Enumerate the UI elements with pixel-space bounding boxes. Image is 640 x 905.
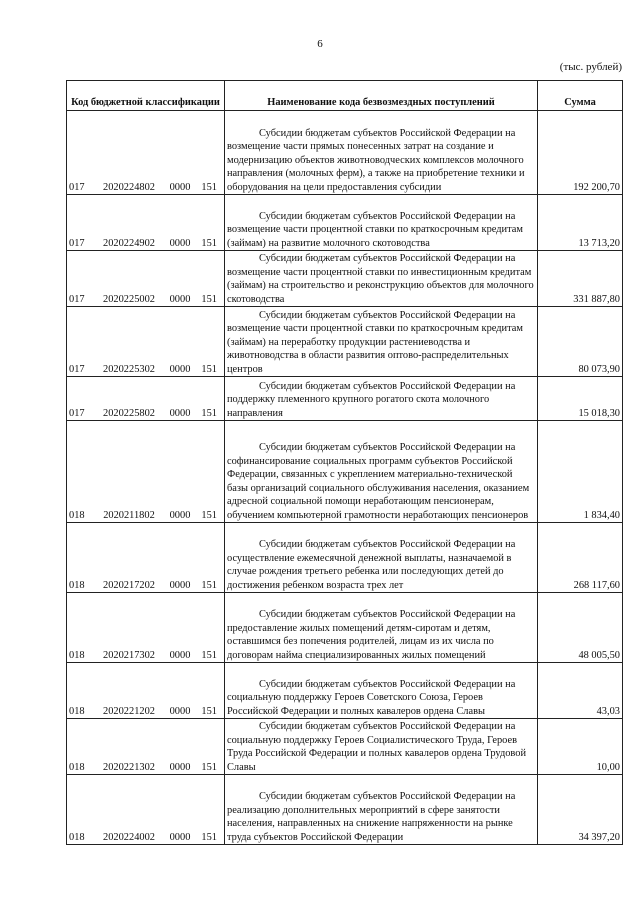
table-header-row <box>67 81 623 111</box>
table-row <box>67 251 623 307</box>
economic-code: 151 <box>201 363 217 375</box>
table-row <box>67 195 623 251</box>
program-code: 0000 <box>169 705 191 717</box>
admin-code: 017 <box>69 293 85 305</box>
main-code: 2020224002 <box>103 831 155 843</box>
revenue-name: Субсидии бюджетам субъектов Российской Федерации на предоставление жилых помещений детям-сиротам и детям, оставшимся без попечения родителей, лицам из их числа по договорам найма специализированных жилых помещений <box>227 609 516 661</box>
table-row <box>67 775 623 845</box>
program-code: 0000 <box>169 831 191 843</box>
admin-code: 018 <box>69 705 85 717</box>
code-cell <box>67 663 225 719</box>
name-cell <box>225 663 538 719</box>
table-row <box>67 421 623 523</box>
economic-code: 151 <box>201 293 217 305</box>
main-code: 2020217302 <box>103 649 155 661</box>
revenue-name: Субсидии бюджетам субъектов Российской Федерации на возмещение части процентной ставки по краткосрочным кредитам (займам) на развитие молочного скотоводства <box>227 210 523 249</box>
revenue-name: Субсидии бюджетам субъектов Российской Федерации на реализацию дополнительных мероприятий в сфере занятости населения, направленных на снижение напряженности на рынке труда субъектов Российской Федерации <box>227 791 516 843</box>
sum-cell: 43,03 <box>538 663 623 719</box>
table-row <box>67 523 623 593</box>
table-row <box>67 111 623 195</box>
code-cell <box>67 523 225 593</box>
units-label: (тыс. рублей) <box>559 61 622 73</box>
revenue-name: Субсидии бюджетам субъектов Российской Федерации на социальную поддержку Героев Советского Союза, Героев Российской Федерации и полных кавалеров ордена Славы <box>227 678 516 717</box>
admin-code: 017 <box>69 407 85 419</box>
admin-code: 018 <box>69 579 85 591</box>
name-cell <box>225 307 538 377</box>
sum-cell: 13 713,20 <box>538 195 623 251</box>
header-name: Наименование кода безвозмездных поступлений <box>225 81 538 111</box>
program-code: 0000 <box>169 509 191 521</box>
code-cell <box>67 593 225 663</box>
main-code: 2020211802 <box>103 509 155 521</box>
economic-code: 151 <box>201 407 217 419</box>
economic-code: 151 <box>201 705 217 717</box>
admin-code: 018 <box>69 509 85 521</box>
code-cell <box>67 377 225 421</box>
revenue-name: Субсидии бюджетам субъектов Российской Федерации на поддержку племенного крупного рогатого скота молочного направления <box>227 380 516 419</box>
name-cell <box>225 775 538 845</box>
name-cell <box>225 719 538 775</box>
code-cell <box>67 195 225 251</box>
sum-cell: 48 005,50 <box>538 593 623 663</box>
main-code: 2020225802 <box>103 407 155 419</box>
code-cell <box>67 421 225 523</box>
table-row <box>67 663 623 719</box>
admin-code: 017 <box>69 363 85 375</box>
program-code: 0000 <box>169 237 191 249</box>
name-cell <box>225 195 538 251</box>
economic-code: 151 <box>201 579 217 591</box>
sum-cell: 1 834,40 <box>538 421 623 523</box>
code-cell <box>67 775 225 845</box>
sum-cell: 34 397,20 <box>538 775 623 845</box>
admin-code: 018 <box>69 649 85 661</box>
name-cell <box>225 377 538 421</box>
sum-cell: 268 117,60 <box>538 523 623 593</box>
revenue-name: Субсидии бюджетам субъектов Российской Федерации на софинансирование социальных программ субъектов Российской Федерации, связанных с укреплением материально-технической базы организаций социального обслуживания населения, оказанием адресной социальной помощи неработающим пенсионерам, обучением компьютерной грамотности неработающих пенсионеров <box>227 442 530 521</box>
budget-table <box>66 80 623 845</box>
code-cell <box>67 719 225 775</box>
main-code: 2020217202 <box>103 579 155 591</box>
admin-code: 017 <box>69 181 85 193</box>
code-cell <box>67 111 225 195</box>
economic-code: 151 <box>201 237 217 249</box>
name-cell <box>225 421 538 523</box>
economic-code: 151 <box>201 509 217 521</box>
sum-cell: 80 073,90 <box>538 307 623 377</box>
table-row <box>67 719 623 775</box>
program-code: 0000 <box>169 363 191 375</box>
revenue-name: Субсидии бюджетам субъектов Российской Федерации на возмещение части прямых понесенных затрат на создание и модернизацию объектов животноводческих комплексов молочного направления (молочных ферм), а также на приобретение техники и оборудования на цели предоставления субсидии <box>227 127 525 193</box>
sum-cell: 331 887,80 <box>538 251 623 307</box>
name-cell <box>225 523 538 593</box>
economic-code: 151 <box>201 649 217 661</box>
table-row <box>67 377 623 421</box>
program-code: 0000 <box>169 181 191 193</box>
code-cell <box>67 251 225 307</box>
main-code: 2020221202 <box>103 705 155 717</box>
revenue-name: Субсидии бюджетам субъектов Российской Федерации на осуществление ежемесячной денежной выплаты, назначаемой в случае рождения третьего ребенка или последующих детей до достижения ребенком возраста трех лет <box>227 539 516 591</box>
program-code: 0000 <box>169 293 191 305</box>
main-code: 2020225002 <box>103 293 155 305</box>
program-code: 0000 <box>169 579 191 591</box>
main-code: 2020224902 <box>103 237 155 249</box>
name-cell <box>225 251 538 307</box>
revenue-name: Субсидии бюджетам субъектов Российской Федерации на возмещение части процентной ставки по краткосрочным кредитам (займам) на переработку продукции растениеводства и животноводства в области развития оптово-распределительных центров <box>227 309 523 375</box>
page-number: 6 <box>317 38 323 50</box>
name-cell <box>225 111 538 195</box>
main-code: 2020221302 <box>103 761 155 773</box>
revenue-name: Субсидии бюджетам субъектов Российской Федерации на возмещение части процентной ставки по инвестиционным кредитам (займам) на строительство и реконструкцию объектов для молочного скотоводства <box>227 253 534 305</box>
main-code: 2020225302 <box>103 363 155 375</box>
sum-cell: 10,00 <box>538 719 623 775</box>
code-cell <box>67 307 225 377</box>
table-row <box>67 593 623 663</box>
table-row <box>67 307 623 377</box>
admin-code: 017 <box>69 237 85 249</box>
revenue-name: Субсидии бюджетам субъектов Российской Федерации на социальную поддержку Героев Социалистического Труда, Героев Труда Российской Федерации и полных кавалеров ордена Трудовой Славы <box>227 721 527 773</box>
economic-code: 151 <box>201 761 217 773</box>
admin-code: 018 <box>69 831 85 843</box>
program-code: 0000 <box>169 761 191 773</box>
name-cell <box>225 593 538 663</box>
program-code: 0000 <box>169 407 191 419</box>
main-code: 2020224802 <box>103 181 155 193</box>
sum-cell: 192 200,70 <box>538 111 623 195</box>
program-code: 0000 <box>169 649 191 661</box>
header-code: Код бюджетной классификации <box>67 81 225 111</box>
economic-code: 151 <box>201 831 217 843</box>
admin-code: 018 <box>69 761 85 773</box>
header-sum: Сумма <box>538 81 623 111</box>
economic-code: 151 <box>201 181 217 193</box>
sum-cell: 15 018,30 <box>538 377 623 421</box>
